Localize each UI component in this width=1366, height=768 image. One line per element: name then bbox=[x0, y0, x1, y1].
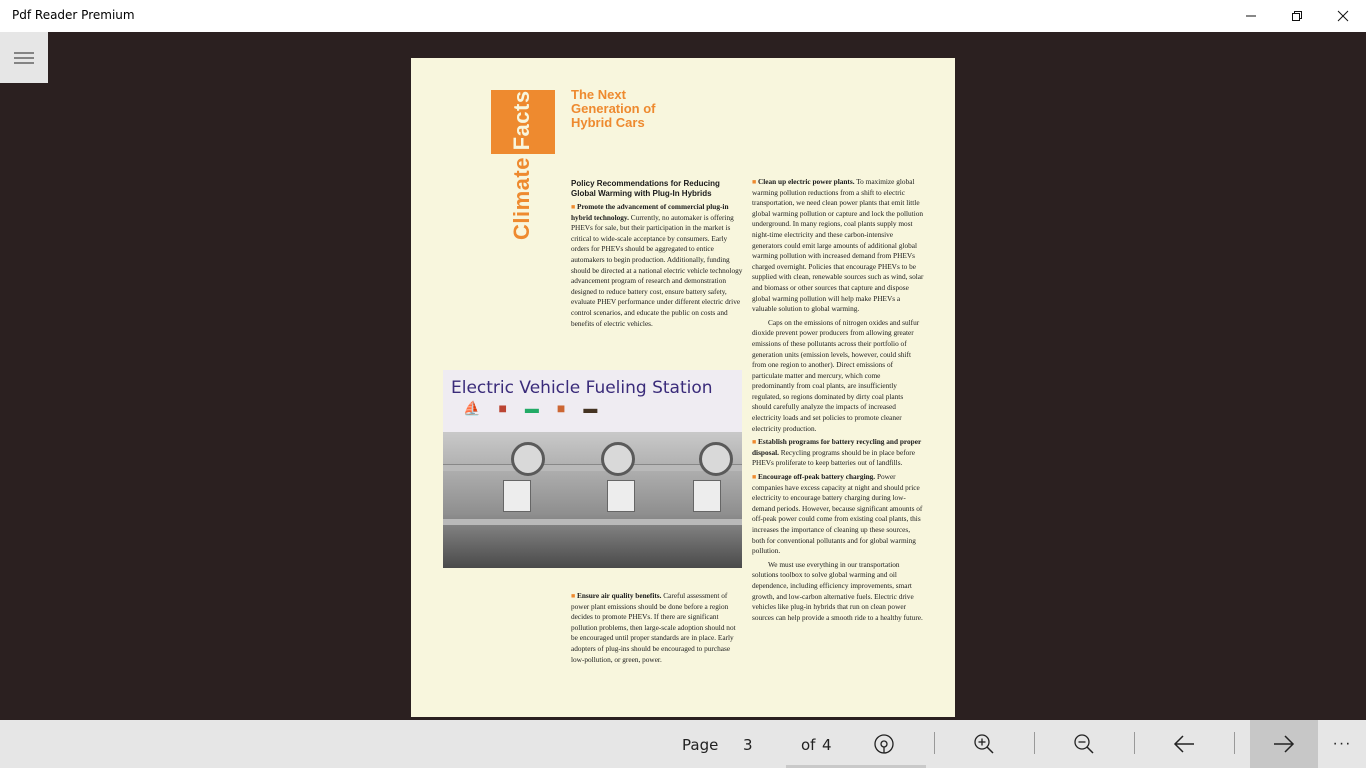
headline: The Next Generation of Hybrid Cars bbox=[571, 87, 656, 130]
restore-icon bbox=[1291, 10, 1303, 22]
vehicle-icons bbox=[463, 400, 597, 417]
charger-plug bbox=[607, 480, 635, 512]
text-column-left bbox=[571, 179, 743, 332]
truck-icon: ▬ bbox=[583, 400, 598, 416]
meter-icon bbox=[699, 442, 733, 476]
previous-page-button[interactable] bbox=[1154, 720, 1214, 768]
paragraph: Caps on the emissions of nitrogen oxides and sulfur dioxide prevent power producers from allowing greater emissions of these pollutants across their portfolio of generation units (emission levels, however, could shift from one region to another). Direct emissions of particulate matter and mercury, which come predominantly from coal plants, are insufficiently regulated, so regions dominated by dirty coal plants should carefully analyze the impacts of increased electricity loads and set policies to promote cleaner electricity production. bbox=[752, 317, 920, 433]
arrow-right-icon bbox=[1273, 735, 1295, 753]
minimize-icon bbox=[1245, 10, 1257, 22]
charger-plug bbox=[693, 480, 721, 512]
section-title: Policy Recommendations for Reducing Global Warming with Plug-In Hybrids bbox=[571, 179, 720, 198]
paragraph: We must use everything in our transportation solutions toolbox to solve global warming and oil dependence, including efficiency improvements, smart growth, and low-carbon alternative fuels. Electric drive vehicles like plug-in hybrids that run on clean power sources can help provide a smooth ride to a healthy future. bbox=[752, 559, 923, 622]
meter-icon bbox=[511, 442, 545, 476]
paragraph: ■ Promote the advancement of commercial plug-in hybrid technology. Currently, no automaker is offering PHEVs for sale, but their participation in the market is critical to wide-scale acceptance by consumers. Early orders for PHEVs should be aggregated to entice automakers to begin production. Additionally, funding should be directed at a national electric vehicle technology advancement program of research and demonstration designed to reduce battery cost, ensure battery safety, evaluate PHEV performance under different electric drive control scenarios, and educate the public on costs and benefits of electric vehicles. bbox=[571, 202, 743, 328]
bullet-icon: ■ bbox=[571, 592, 577, 600]
pdf-page bbox=[411, 58, 955, 717]
next-page-button[interactable] bbox=[1250, 720, 1318, 768]
bullet-icon: ■ bbox=[752, 178, 758, 186]
hamburger-icon bbox=[14, 51, 34, 65]
text-column-left-bottom bbox=[571, 591, 743, 668]
minimize-button[interactable] bbox=[1228, 0, 1274, 32]
photo-caption: Electric Vehicle Fueling Station bbox=[451, 378, 713, 398]
text-column-right bbox=[752, 177, 924, 626]
car-icon: ▬ bbox=[524, 400, 539, 416]
bottom-toolbar bbox=[0, 720, 1366, 768]
paragraph: ■ Ensure air quality benefits. Careful assessment of power plant emissions should be done before a region decides to promote PHEVs. If there are significant pollution problems, then large-scale adoption should not be encouraged until proper standards are in place. Early adopters of plug-ins should be encouraged to purchase low-pollution, or green, power. bbox=[571, 591, 736, 664]
page-number-input[interactable]: 3 bbox=[743, 736, 753, 754]
of-label: of bbox=[801, 736, 816, 754]
zoom-in-button[interactable] bbox=[954, 720, 1014, 768]
close-icon bbox=[1337, 10, 1349, 22]
paragraph: ■ Clean up electric power plants. To maximize global warming pollution reductions from a shift to electric transportation, we need clean power plants that emit little global warming pollution or capture and lock the pollution underground. In many regions, coal plants supply most night-time electricity and these carbon-intensive generators could emit large amounts of additional global warming pollution with increased demand from PHEVs charged overnight. Policies that encourage PHEVs to be supplied with clean, renewable sources such as wind, solar and biomass or other sources that capture and dispose global warming pollution will help make PHEVs a valuable solution to global warming. bbox=[752, 177, 924, 314]
charger-plug bbox=[503, 480, 531, 512]
zoom-in-icon bbox=[973, 733, 995, 755]
paragraph: ■ Establish programs for battery recycling and proper disposal. Recycling programs should be in place before PHEVs proliferate to keep batteries out of landfills. bbox=[752, 437, 922, 468]
meter-icon bbox=[601, 442, 635, 476]
fit-page-icon bbox=[873, 733, 895, 755]
bullet-icon: ■ bbox=[571, 203, 577, 211]
title-bar bbox=[0, 0, 1366, 32]
zoom-out-button[interactable] bbox=[1054, 720, 1114, 768]
paragraph: ■ Encourage off-peak battery charging. Power companies have excess capacity at night and should price electricity to encourage battery charging during low-demand periods. However, because significant amounts of off-peak power could come from existing coal plants, this increases the importance of cleaning up these sources, both for conventional pollutants and for global warming pollution. bbox=[752, 472, 923, 556]
total-pages: 4 bbox=[822, 736, 832, 754]
more-icon: ··· bbox=[1332, 735, 1352, 752]
climate-facts-label: Climate Facts bbox=[509, 90, 534, 240]
menu-button[interactable] bbox=[0, 32, 48, 83]
app-title: Pdf Reader Premium bbox=[12, 8, 135, 22]
bullet-icon: ■ bbox=[752, 438, 758, 447]
zoom-out-icon bbox=[1073, 733, 1095, 755]
bullet-icon: ■ bbox=[752, 473, 758, 482]
more-options-button[interactable] bbox=[1318, 720, 1366, 768]
forklift-icon: ■ bbox=[556, 400, 566, 416]
close-button[interactable] bbox=[1320, 0, 1366, 32]
fueling-station-photo bbox=[443, 370, 742, 568]
arrow-left-icon bbox=[1173, 735, 1195, 753]
bus-icon: ■ bbox=[498, 400, 507, 416]
page-label: Page bbox=[682, 736, 719, 754]
restore-button[interactable] bbox=[1274, 0, 1320, 32]
photo-banner bbox=[443, 370, 742, 432]
boat-icon: ⛵ bbox=[463, 400, 481, 416]
fit-page-button[interactable] bbox=[854, 720, 914, 768]
